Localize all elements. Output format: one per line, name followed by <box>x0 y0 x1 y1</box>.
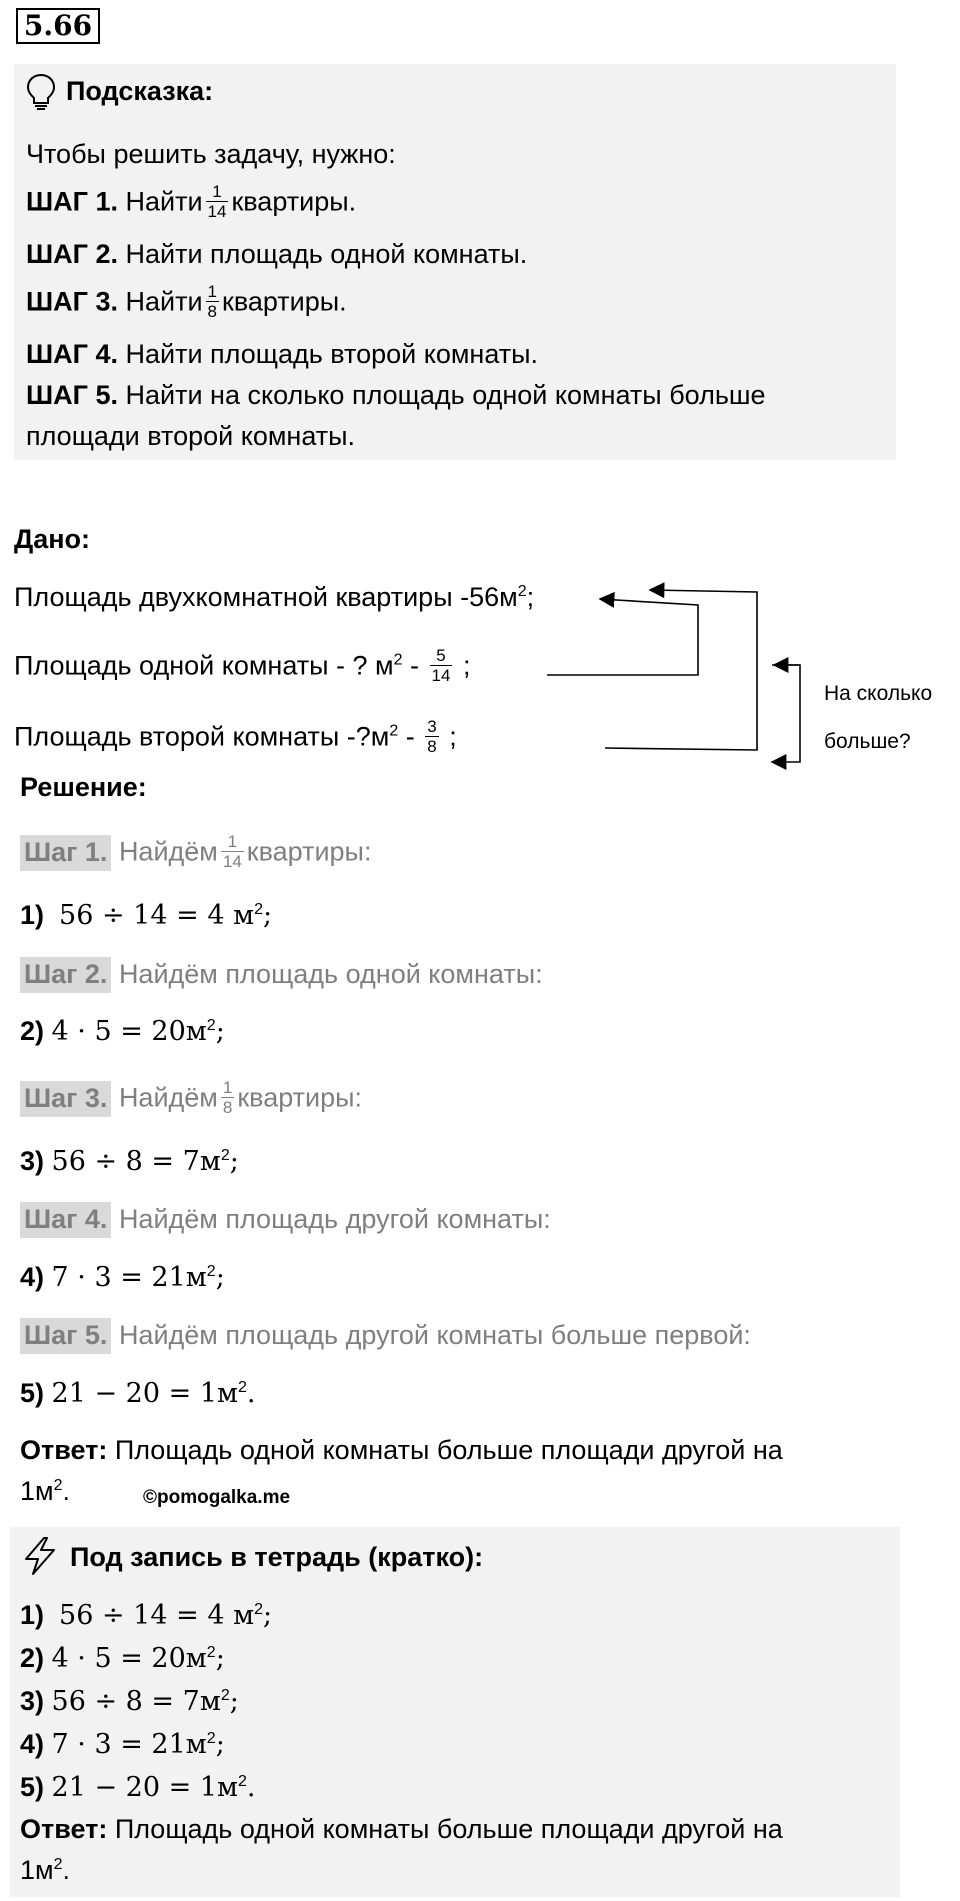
calc-3: 3) $56 \div 8 = 7м^2$; <box>20 1146 239 1177</box>
calc-4: 4) $7 \cdot 3 = 21м^2$; <box>20 1262 225 1293</box>
question-line-1: На сколько <box>824 682 933 705</box>
solution-title: Решение: <box>20 772 147 802</box>
answer-cont: $1м^2$. <box>20 1476 71 1506</box>
question-bracket <box>770 650 806 780</box>
short-calc-3: 3) $56 \div 8 = 7м^2$; <box>20 1686 239 1717</box>
calc-2: 2) $4 \cdot 5 = 20м^2$; <box>20 1016 225 1047</box>
hint-step-2: ШАГ 2. Найти площадь одной комнаты. <box>26 239 528 269</box>
short-answer: Ответ: Площадь одной комнаты больше площади другой на <box>20 1814 783 1844</box>
hint-title: Подсказка: <box>66 76 214 106</box>
calc-5: 5) $21 - 20 = 1м^2$. <box>20 1378 256 1409</box>
solution-step-5: Шаг 5. Найдём площадь другой комнаты больше первой: <box>20 1318 751 1352</box>
solution-step-4: Шаг 4. Найдём площадь другой комнаты: <box>20 1202 551 1236</box>
hint-step-1: ШАГ 1. Найти $\frac{1}{14}$ квартиры. <box>26 182 357 221</box>
hint-step-3: ШАГ 3. Найти $\frac{1}{8}$ квартиры. <box>26 282 347 321</box>
hint-step-4: ШАГ 4. Найти площадь второй комнаты. <box>26 339 539 369</box>
lightbulb-icon <box>24 72 58 112</box>
problem-number: 5.66 <box>16 8 100 44</box>
hint-step-5: ШАГ 5. Найти на сколько площадь одной комнаты больше <box>26 380 766 410</box>
short-calc-2: 2) $4 \cdot 5 = 20м^2$; <box>20 1643 225 1674</box>
given-line-3: Площадь второй комнаты $-?м^2$ - $\frac{3}{8}$ ; <box>14 717 457 756</box>
copyright: ©pomogalka.me <box>143 1487 291 1508</box>
comparison-arrows <box>540 580 770 770</box>
solution-step-3: Шаг 3. Найдём $\frac{1}{8}$ квартиры: <box>20 1080 362 1119</box>
solution-step-2: Шаг 2. Найдём площадь одной комнаты: <box>20 957 543 991</box>
calc-1: 1) 56 ÷ 14 = 4 $м^2$; <box>20 900 273 931</box>
given-line-2: Площадь одной комнаты - ? $м^2$ - $\frac{5}{14}$ ; <box>14 646 471 685</box>
short-calc-1: 1) 56 ÷ 14 = 4 $м^2$; <box>20 1600 273 1631</box>
lightning-icon <box>22 1536 58 1576</box>
answer: Ответ: Площадь одной комнаты больше площади другой на <box>20 1435 783 1465</box>
given-title: Дано: <box>14 524 91 554</box>
short-calc-4: 4) $7 \cdot 3 = 21м^2$; <box>20 1729 225 1760</box>
hint-step-5-cont: площади второй комнаты. <box>26 421 356 451</box>
hint-intro: Чтобы решить задачу, нужно: <box>26 139 396 169</box>
short-title: Под запись в тетрадь (кратко): <box>70 1542 484 1572</box>
short-calc-5: 5) $21 - 20 = 1м^2$. <box>20 1772 256 1803</box>
short-answer-cont: $1м^2$. <box>20 1855 71 1885</box>
solution-step-1: Шаг 1. Найдём $\frac{1}{14}$ квартиры: <box>20 834 371 873</box>
question-line-2: больше? <box>824 730 911 753</box>
given-line-1: Площадь двухкомнатной квартиры $-56м^2$; <box>14 582 535 612</box>
